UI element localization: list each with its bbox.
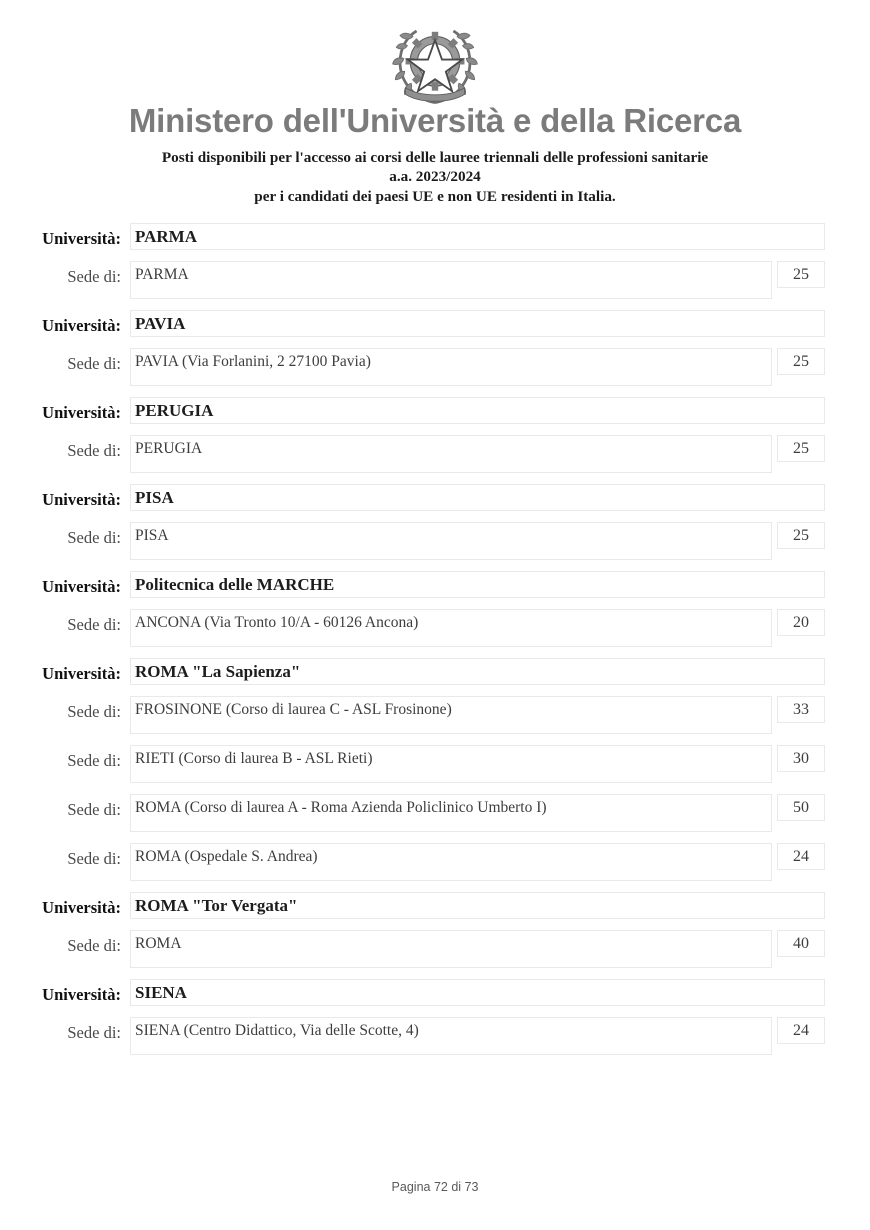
university-name: PARMA [135, 226, 197, 246]
posti-value-box [777, 696, 825, 723]
university-value-box [130, 310, 825, 337]
university-value-box [130, 397, 825, 424]
sede-row [0, 843, 870, 892]
sede-label: Sede di: [67, 935, 121, 955]
university-name: SIENA [135, 982, 187, 1002]
sede-name: PARMA [135, 265, 189, 283]
university-label: Università: [42, 402, 121, 422]
posti-count: 24 [793, 847, 809, 865]
university-row [0, 223, 870, 261]
ministry-title: Ministero dell'Università e della Ricerca [128, 102, 742, 139]
subtitle-line-3: per i candidati dei paesi UE e non UE residenti in Italia. [254, 188, 616, 206]
university-label: Università: [42, 228, 121, 248]
sede-name: ROMA [135, 934, 182, 952]
university-row [0, 484, 870, 522]
sede-value-box [130, 930, 772, 968]
sede-value-box [130, 794, 772, 832]
subtitle-line-1: Posti disponibili per l'accesso ai corsi delle lauree triennali delle professioni sanitarie [161, 148, 709, 166]
university-label: Università: [42, 984, 121, 1004]
university-name: ROMA "Tor Vergata" [135, 895, 298, 915]
sede-row [0, 348, 870, 397]
university-label: Università: [42, 897, 121, 917]
sede-name: PISA [135, 526, 169, 544]
university-row [0, 571, 870, 609]
sede-row [0, 930, 870, 979]
sede-label: Sede di: [67, 353, 121, 373]
sede-label: Sede di: [67, 440, 121, 460]
italian-republic-emblem-icon [389, 18, 481, 110]
posti-value-box [777, 435, 825, 462]
sede-row [0, 745, 870, 794]
university-row [0, 658, 870, 696]
sede-row [0, 435, 870, 484]
sede-label: Sede di: [67, 614, 121, 634]
sede-row [0, 261, 870, 310]
university-label: Università: [42, 315, 121, 335]
sede-name: PAVIA (Via Forlanini, 2 27100 Pavia) [135, 352, 371, 370]
sede-value-box [130, 1017, 772, 1055]
sede-label: Sede di: [67, 701, 121, 721]
posti-value-box [777, 348, 825, 375]
posti-value-box [777, 794, 825, 821]
posti-value-box [777, 930, 825, 957]
university-label: Università: [42, 576, 121, 596]
sede-value-box [130, 745, 772, 783]
university-value-box [130, 484, 825, 511]
university-value-box [130, 979, 825, 1006]
posti-value-box [777, 1017, 825, 1044]
posti-value-box [777, 609, 825, 636]
posti-value-box [777, 843, 825, 870]
sede-value-box [130, 843, 772, 881]
university-row [0, 397, 870, 435]
posti-value-box [777, 522, 825, 549]
emblem-container [0, 0, 870, 100]
university-value-box [130, 223, 825, 250]
sede-name: ROMA (Ospedale S. Andrea) [135, 847, 318, 865]
university-row [0, 979, 870, 1017]
sede-label: Sede di: [67, 527, 121, 547]
university-list [0, 223, 870, 1066]
sede-value-box [130, 435, 772, 473]
posti-value-box [777, 745, 825, 772]
university-value-box [130, 571, 825, 598]
university-value-box [130, 658, 825, 685]
sede-value-box [130, 609, 772, 647]
posti-count: 25 [793, 352, 809, 370]
sede-row [0, 1017, 870, 1066]
university-row [0, 310, 870, 348]
university-name: PERUGIA [135, 400, 214, 420]
sede-label: Sede di: [67, 799, 121, 819]
posti-count: 20 [793, 613, 809, 631]
posti-count: 25 [793, 439, 809, 457]
subtitle-line-2: a.a. 2023/2024 [389, 168, 481, 186]
sede-name: ROMA (Corso di laurea A - Roma Azienda Policlinico Umberto I) [135, 798, 547, 816]
university-name: PAVIA [135, 313, 186, 333]
sede-value-box [130, 261, 772, 299]
posti-count: 33 [793, 700, 809, 718]
posti-count: 25 [793, 526, 809, 544]
university-name: PISA [135, 487, 174, 507]
sede-row [0, 696, 870, 745]
posti-value-box [777, 261, 825, 288]
posti-count: 25 [793, 265, 809, 283]
page-footer: Pagina 72 di 73 [391, 1180, 479, 1194]
university-value-box [130, 892, 825, 919]
sede-row [0, 794, 870, 843]
university-label: Università: [42, 663, 121, 683]
sede-label: Sede di: [67, 266, 121, 286]
sede-name: FROSINONE (Corso di laurea C - ASL Frosinone) [135, 700, 452, 718]
sede-name: ANCONA (Via Tronto 10/A - 60126 Ancona) [135, 613, 419, 631]
posti-count: 40 [793, 934, 809, 952]
sede-row [0, 609, 870, 658]
sede-name: PERUGIA [135, 439, 203, 457]
sede-row [0, 522, 870, 571]
posti-count: 50 [793, 798, 809, 816]
posti-count: 30 [793, 749, 809, 767]
university-name: ROMA "La Sapienza" [135, 661, 301, 681]
sede-value-box [130, 522, 772, 560]
posti-count: 24 [793, 1021, 809, 1039]
university-name: Politecnica delle MARCHE [135, 574, 335, 594]
sede-label: Sede di: [67, 848, 121, 868]
sede-name: RIETI (Corso di laurea B - ASL Rieti) [135, 749, 373, 767]
sede-value-box [130, 696, 772, 734]
university-label: Università: [42, 489, 121, 509]
document-subtitle [0, 148, 870, 207]
sede-value-box [130, 348, 772, 386]
sede-label: Sede di: [67, 750, 121, 770]
university-row [0, 892, 870, 930]
sede-label: Sede di: [67, 1022, 121, 1042]
sede-name: SIENA (Centro Didattico, Via delle Scotte, 4) [135, 1021, 419, 1039]
